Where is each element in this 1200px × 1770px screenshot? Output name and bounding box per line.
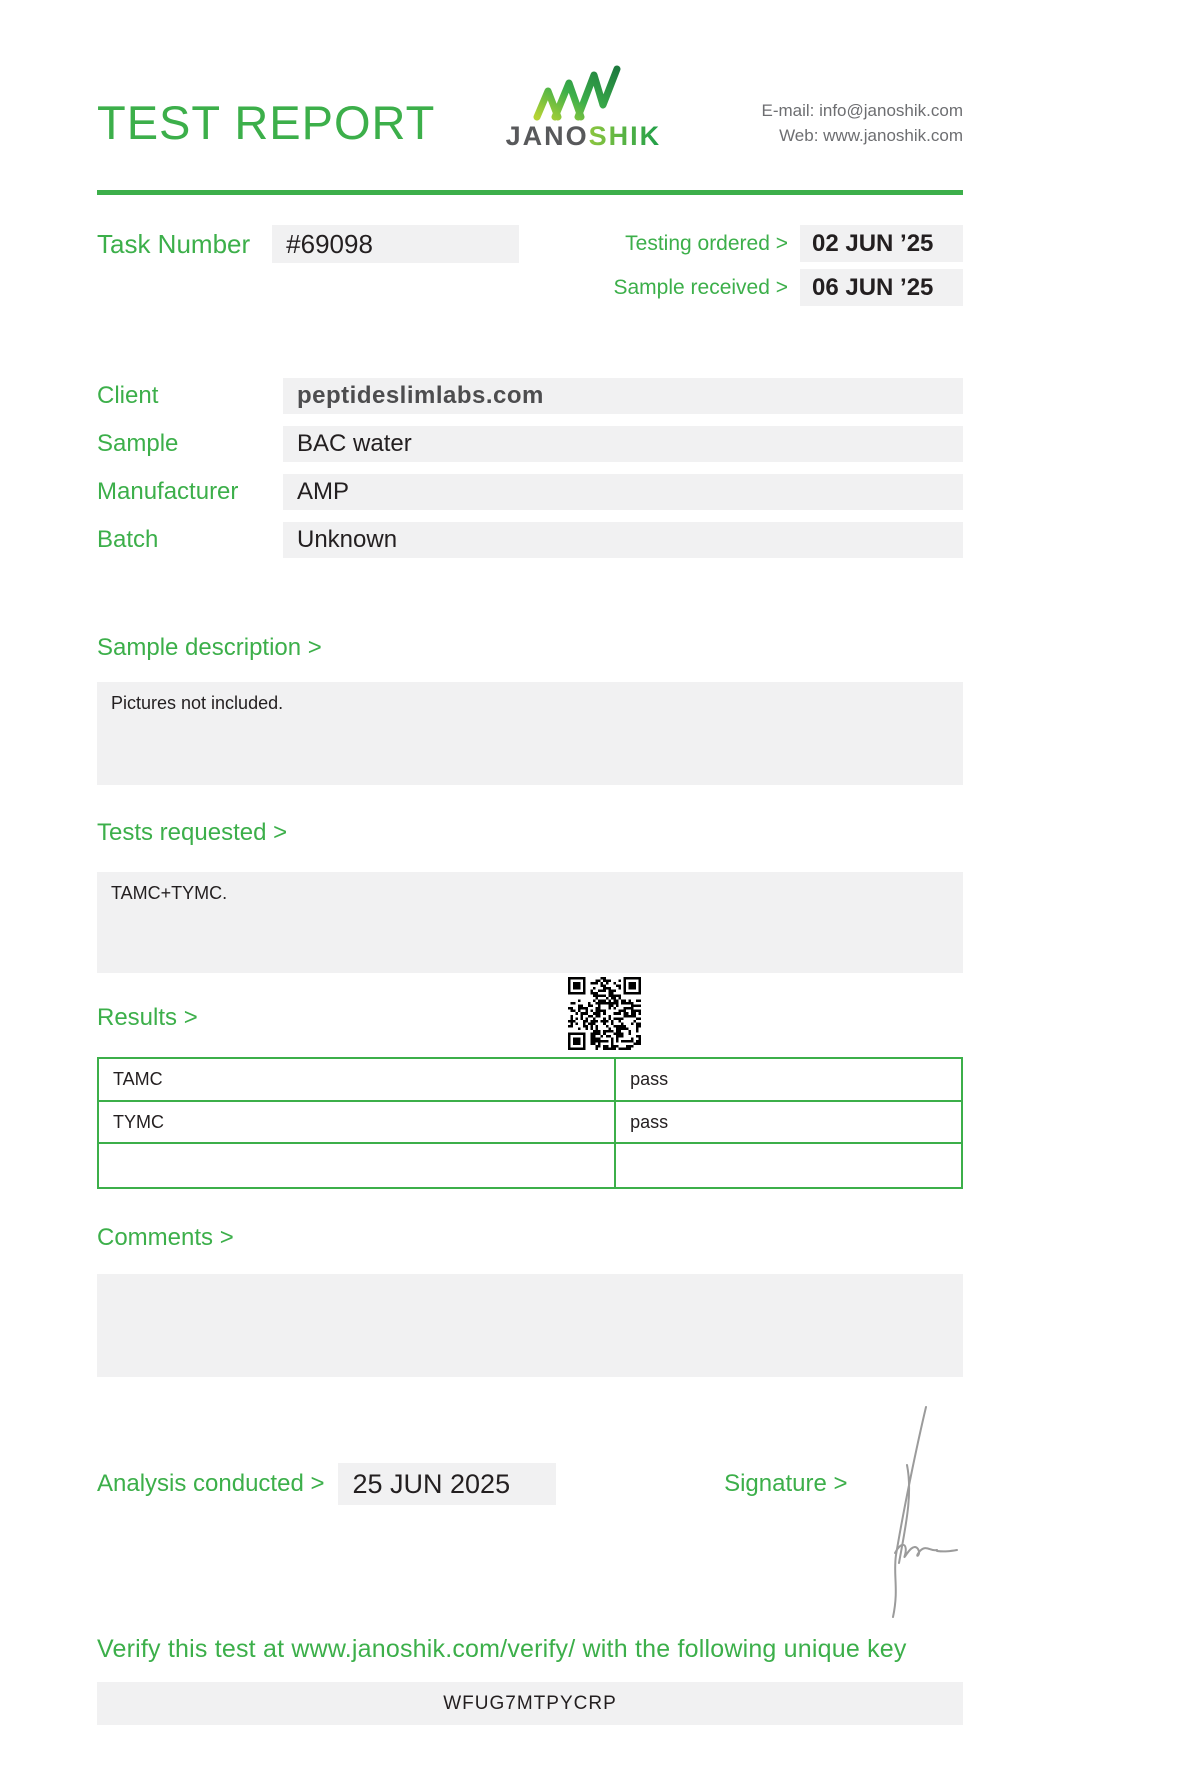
- batch-value: Unknown: [283, 522, 963, 558]
- testing-ordered-row: [613, 225, 963, 262]
- contact-info: [761, 98, 963, 150]
- header-divider: [97, 190, 963, 195]
- sample-received-value: 06 JUN ’25: [800, 269, 963, 306]
- batch-row: [97, 522, 963, 558]
- dates-group: [613, 225, 963, 306]
- sample-label: Sample: [97, 430, 179, 457]
- sample-value: BAC water: [283, 426, 963, 462]
- table-row: [98, 1143, 962, 1188]
- verify-key-value: WFUG7MTPYCRP: [97, 1682, 963, 1725]
- task-number-group: [97, 225, 519, 263]
- logo-word-green: SHIK: [588, 121, 662, 151]
- batch-label: Batch: [97, 526, 159, 553]
- task-number-value: #69098: [272, 225, 519, 263]
- result-test-cell: [98, 1143, 615, 1188]
- report-header: [97, 0, 963, 150]
- contact-email: E-mail: info@janoshik.com: [761, 101, 963, 120]
- client-value: peptideslimlabs.com: [283, 378, 963, 414]
- task-number-label: Task Number: [97, 228, 251, 259]
- sample-info-section: [97, 378, 963, 558]
- client-label: Client: [97, 382, 159, 409]
- results-label: Results >: [97, 1004, 198, 1031]
- result-value-cell: [615, 1143, 962, 1188]
- sample-description-box: Pictures not included.: [97, 682, 963, 785]
- analysis-signature-row: [97, 1463, 963, 1505]
- analysis-conducted-label: Analysis conducted >: [97, 1470, 325, 1497]
- result-test-cell: TYMC: [98, 1101, 615, 1143]
- results-header: [97, 973, 963, 1057]
- table-row: [98, 1101, 962, 1143]
- sample-description-label: Sample description >: [97, 634, 322, 661]
- result-test-cell: TAMC: [98, 1058, 615, 1101]
- page-title: TEST REPORT: [97, 96, 436, 149]
- logo-wordmark: [506, 123, 662, 150]
- sample-row: [97, 426, 963, 462]
- verify-instruction: Verify this test at www.janoshik.com/verify/ with the following unique key: [97, 1635, 907, 1663]
- result-value-cell: pass: [615, 1101, 962, 1143]
- logo-word-dark: JANO: [505, 121, 589, 151]
- comments-box: [97, 1274, 963, 1377]
- signature-label: Signature >: [724, 1470, 848, 1497]
- manufacturer-value: AMP: [283, 474, 963, 510]
- result-value-cell: pass: [615, 1058, 962, 1101]
- janoshik-logo: [506, 63, 662, 150]
- manufacturer-label: Manufacturer: [97, 478, 239, 505]
- contact-web: Web: www.janoshik.com: [779, 126, 963, 145]
- sample-received-row: [613, 269, 963, 306]
- test-report-page: [97, 0, 963, 1725]
- comments-label: Comments >: [97, 1224, 234, 1251]
- table-row: [98, 1058, 962, 1101]
- client-row: [97, 378, 963, 414]
- qr-code: [568, 977, 641, 1050]
- task-section: [97, 225, 963, 306]
- logo-chart-icon: [531, 63, 635, 121]
- tests-requested-label: Tests requested >: [97, 819, 288, 846]
- testing-ordered-label: Testing ordered >: [625, 231, 788, 255]
- manufacturer-row: [97, 474, 963, 510]
- analysis-date-value: 25 JUN 2025: [338, 1463, 556, 1505]
- signature-image: [849, 1403, 967, 1621]
- tests-requested-box: TAMC+TYMC.: [97, 872, 963, 973]
- sample-received-label: Sample received >: [613, 275, 788, 299]
- testing-ordered-value: 02 JUN ’25: [800, 225, 963, 262]
- results-table: [97, 1057, 963, 1189]
